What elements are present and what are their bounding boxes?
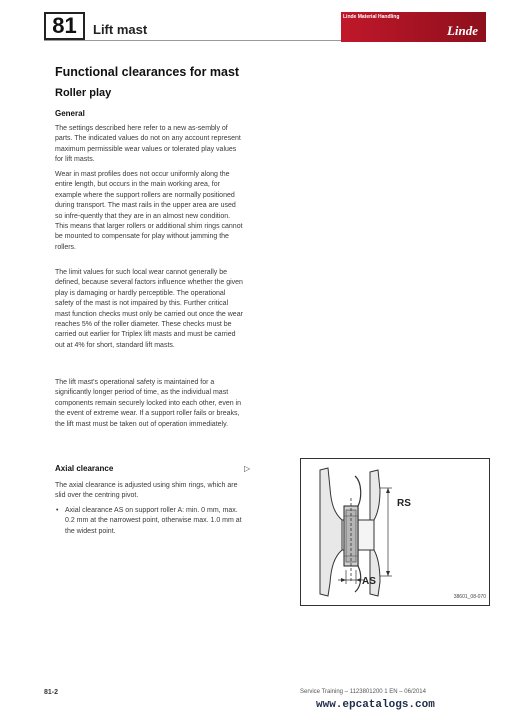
general-paragraph-1: The settings described here refer to a new as-sembly of parts. The indicated values do not on any account represent maximum permissible wear values or tolerated play values for lift masts. xyxy=(55,125,241,164)
axial-clearance-list xyxy=(55,506,245,537)
logo-brand-name: Linde xyxy=(446,23,478,38)
figure-label-rs: RS xyxy=(397,498,411,509)
section-title: Functional clearances for mast xyxy=(55,65,240,79)
axial-clearance-paragraph: The axial clearance is adjusted using shim rings, which are slid over the centring pivot. xyxy=(55,482,238,500)
chapter-number-box: 81 xyxy=(44,12,85,40)
footer-page-number: 81-2 xyxy=(44,689,59,696)
brand-logo xyxy=(341,12,486,42)
watermark: www.epcatalogs.com xyxy=(316,699,435,711)
header-divider xyxy=(44,40,341,41)
general-paragraph-3: The limit values for such local wear cannot generally be defined, because several factors influence whether the given play is damaging or hardly perceptible. The operational safety of the mast is not impaired by this. Further critical mast function checks must only be carried out once the wear reaches 5% of the roller diameter. These checks must be carried out earlier for Triplex lift masts and must be carried out at 4% for short, standard lift masts. xyxy=(55,269,243,349)
general-heading: General xyxy=(55,109,85,118)
footer-info: Service Training – 1123801200 1 EN – 06/2014 xyxy=(300,689,426,695)
figure-reference-arrow: ▷ xyxy=(244,464,251,473)
general-paragraph-2: Wear in mast profiles does not occur uniformly along the entire length, but occurs in the main working area, for example where the support rollers are normally positioned during transport. The mast rails in the upper area are used so infre-quently that they are in an almost new condition. This means that larger rollers or additional shim rings cannot be mounted to compensate for play without jamming the rollers. xyxy=(55,171,243,251)
general-paragraph-4: The lift mast's operational safety is maintained for a significantly longer period of time, as the individual mast components remain securely locked into each other, even in the event of extreme wear. If a support roller fails or breaks, the lift mast must be taken out of operation immediately. xyxy=(55,379,241,428)
figure-drawing xyxy=(300,458,490,606)
logo-tagline: Linde Material Handling xyxy=(343,14,400,20)
subsection-title: Roller play xyxy=(55,87,112,99)
axial-clearance-heading: Axial clearance xyxy=(55,464,114,473)
list-item: • Axial clearance AS on support roller A: min. 0 mm, max. 0.2 mm at the narrowest point, otherwise max. 1.0 mm at the widest point. xyxy=(55,506,245,537)
figure-label-as: AS xyxy=(362,576,376,587)
figure-code: 38601_08-070 xyxy=(453,594,486,600)
chapter-title: Lift mast xyxy=(93,22,148,37)
roller-clearance-figure xyxy=(300,458,490,606)
